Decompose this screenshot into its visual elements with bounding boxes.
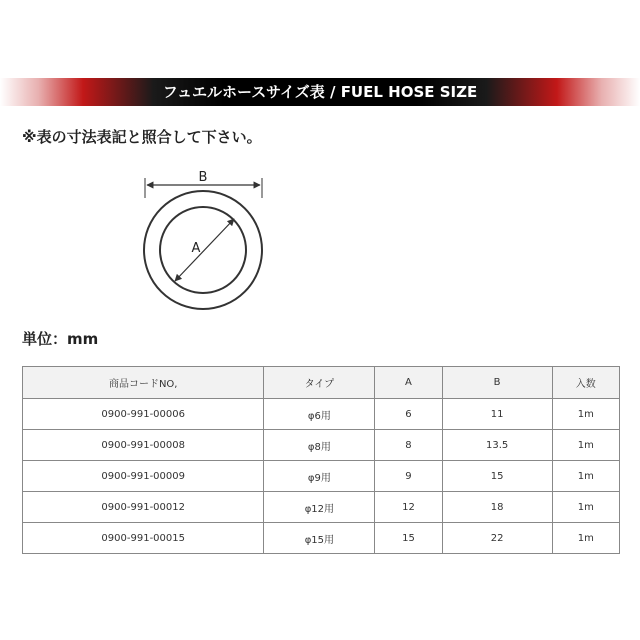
cell-product-code: 0900-991-00009 bbox=[23, 461, 264, 492]
table-row bbox=[23, 430, 620, 461]
cell-type: φ8用 bbox=[264, 430, 375, 461]
cell-product-code: 0900-991-00008 bbox=[23, 430, 264, 461]
cell-product-code: 0900-991-00012 bbox=[23, 492, 264, 523]
header-b: B bbox=[442, 367, 552, 399]
header-a: A bbox=[375, 367, 442, 399]
header-quantity: 入数 bbox=[552, 367, 619, 399]
hose-cross-section-diagram bbox=[130, 168, 280, 322]
cell-quantity: 1m bbox=[552, 492, 619, 523]
cell-type: φ6用 bbox=[264, 399, 375, 430]
cell-quantity: 1m bbox=[552, 430, 619, 461]
cell-type: φ15用 bbox=[264, 523, 375, 554]
cell-type: φ12用 bbox=[264, 492, 375, 523]
a-dimension-arrow bbox=[175, 219, 234, 281]
b-label: B bbox=[198, 170, 208, 185]
cell-b: 22 bbox=[442, 523, 552, 554]
a-label: A bbox=[191, 241, 201, 256]
banner-title: フュエルホースサイズ表 / FUEL HOSE SIZE bbox=[162, 83, 478, 101]
cell-a: 9 bbox=[375, 461, 442, 492]
cell-b: 13.5 bbox=[442, 430, 552, 461]
cell-b: 11 bbox=[442, 399, 552, 430]
cell-quantity: 1m bbox=[552, 461, 619, 492]
table-row bbox=[23, 399, 620, 430]
cell-product-code: 0900-991-00006 bbox=[23, 399, 264, 430]
cell-b: 18 bbox=[442, 492, 552, 523]
cell-product-code: 0900-991-00015 bbox=[23, 523, 264, 554]
dimension-note: ※表の寸法表記と照合して下さい。 bbox=[22, 128, 262, 146]
hose-ring-svg bbox=[130, 168, 280, 318]
cell-a: 15 bbox=[375, 523, 442, 554]
cell-quantity: 1m bbox=[552, 523, 619, 554]
cell-type: φ9用 bbox=[264, 461, 375, 492]
table-row bbox=[23, 492, 620, 523]
unit-label: 単位：mm bbox=[22, 330, 99, 348]
cell-quantity: 1m bbox=[552, 399, 619, 430]
header-product-code: 商品コードNO, bbox=[23, 367, 264, 399]
header-type: タイプ bbox=[264, 367, 375, 399]
cell-a: 6 bbox=[375, 399, 442, 430]
cell-a: 12 bbox=[375, 492, 442, 523]
cell-a: 8 bbox=[375, 430, 442, 461]
cell-b: 15 bbox=[442, 461, 552, 492]
outer-circle bbox=[144, 191, 262, 309]
title-banner bbox=[0, 78, 640, 106]
hose-size-table bbox=[22, 366, 620, 554]
table-row bbox=[23, 523, 620, 554]
table-row bbox=[23, 461, 620, 492]
table-header-row bbox=[23, 367, 620, 399]
